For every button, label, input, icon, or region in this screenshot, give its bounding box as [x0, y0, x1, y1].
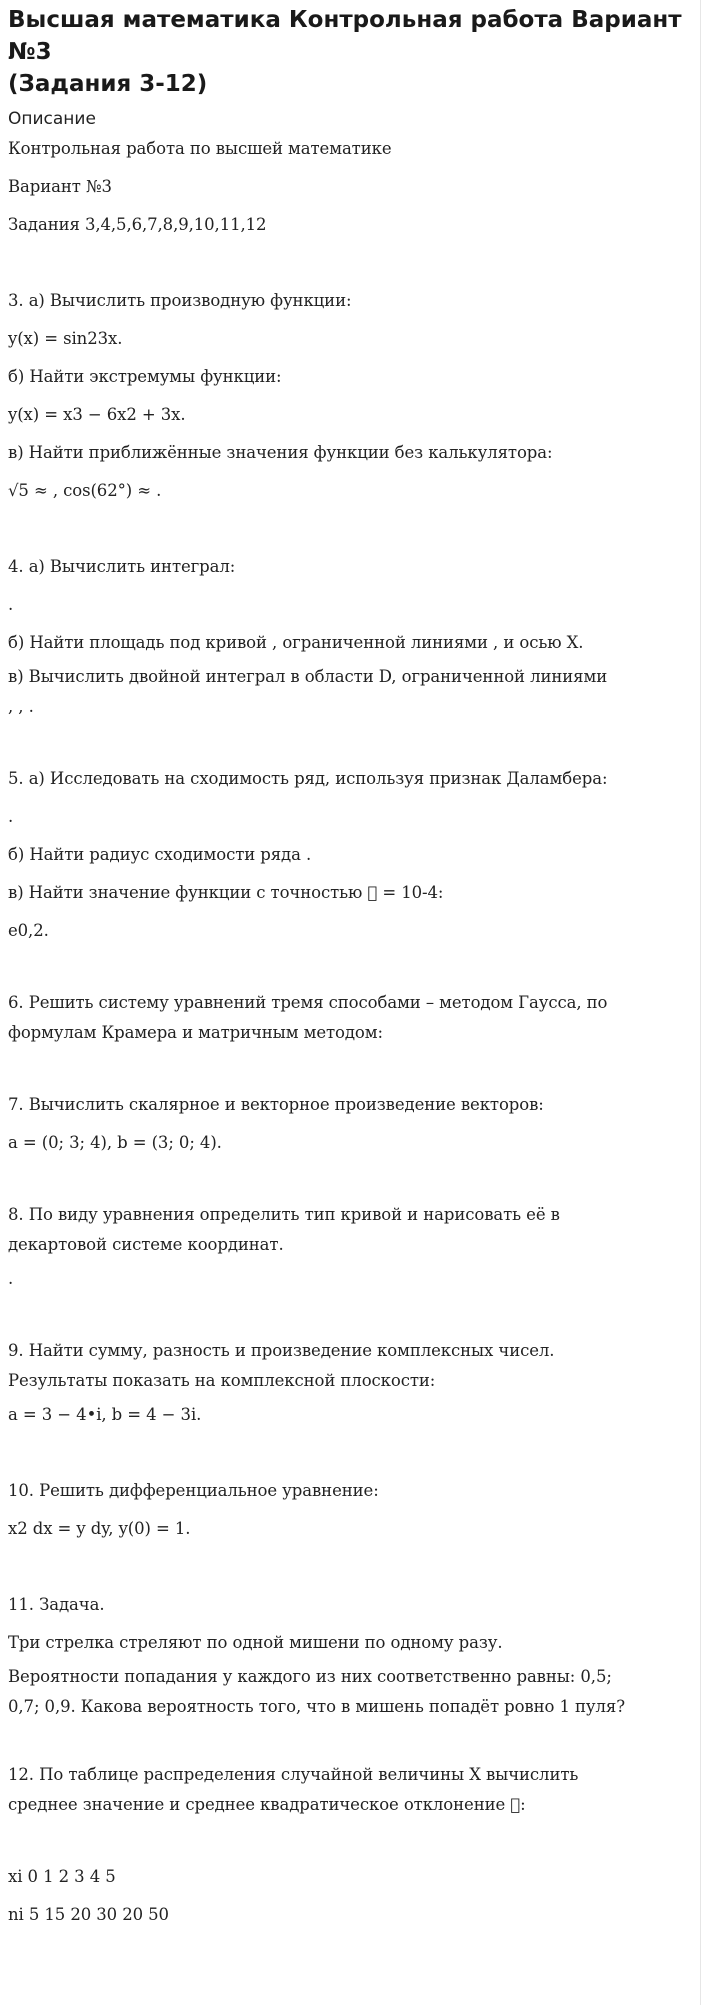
text-line: в) Найти значение функции с точностью   = 10-4: — [8, 883, 444, 902]
text-line: 10. Решить дифференциальное уравнение: — [8, 1481, 379, 1500]
page-title — [8, 0, 692, 100]
text-line: , , . — [8, 697, 34, 716]
text-line: . — [8, 595, 14, 614]
blank-line — [8, 244, 692, 282]
text-line: среднее значение и среднее квадратическое отклонение  : — [8, 1795, 526, 1814]
text-line: в) Вычислить двойной интеграл в области D, ограниченной линиями — [8, 667, 608, 686]
blank-line — [8, 1162, 692, 1200]
text-line: Задания 3,4,5,6,7,8,9,10,11,12 — [8, 215, 267, 234]
description-body — [8, 130, 692, 1934]
text-line: a = 3 − 4•i, b = 4 − 3i. — [8, 1405, 202, 1424]
text-line: б) Найти экстремумы функции: — [8, 367, 282, 386]
text-line: Три стрелка стреляют по одной мишени по одному разу. — [8, 1633, 503, 1652]
text-line: . — [8, 1269, 14, 1288]
text-line: Вероятности попадания у каждого из них соответственно равны: 0,5; — [8, 1667, 612, 1686]
text-line: 5. а) Исследовать на сходимость ряд, используя признак Даламбера: — [8, 769, 608, 788]
blank-line — [8, 1434, 692, 1472]
blank-line — [8, 1722, 692, 1760]
text-line: 3. а) Вычислить производную функции: — [8, 291, 352, 310]
text-line: Результаты показать на комплексной плоскости: — [8, 1371, 436, 1390]
text-line: 11. Задача. — [8, 1595, 105, 1614]
page-title-line-2: (Задания 3-12) — [8, 71, 208, 97]
text-line: 6. Решить систему уравнений тремя способами – методом Гаусса, по — [8, 993, 608, 1012]
text-line: Контрольная работа по высшей математике — [8, 139, 392, 158]
text-line: б) Найти площадь под кривой , ограниченной линиями , и осью X. — [8, 633, 584, 652]
blank-line — [8, 950, 692, 988]
blank-line — [8, 1548, 692, 1586]
text-line: в) Найти приближённые значения функции без калькулятора: — [8, 443, 553, 462]
blank-line — [8, 722, 692, 760]
text-line: y(x) = x3 − 6x2 + 3x. — [8, 405, 186, 424]
text-line: 9. Найти сумму, разность и произведение комплексных чисел. — [8, 1341, 555, 1360]
text-line: 8. По виду уравнения определить тип кривой и нарисовать её в — [8, 1205, 560, 1224]
text-line: xi 0 1 2 3 4 5 — [8, 1867, 116, 1886]
text-line: декартовой системе координат. — [8, 1235, 284, 1254]
text-line: формулам Крамера и матричным методом: — [8, 1023, 383, 1042]
text-line: ni 5 15 20 30 20 50 — [8, 1905, 169, 1924]
text-line: a = (0; 3; 4), b = (3; 0; 4). — [8, 1133, 222, 1152]
text-line: . — [8, 807, 14, 826]
text-line: 12. По таблице распределения случайной величины X вычислить — [8, 1765, 579, 1784]
text-line: x2 dx = y dy, y(0) = 1. — [8, 1519, 191, 1538]
text-line: 4. а) Вычислить интеграл: — [8, 557, 236, 576]
text-line: 0,7; 0,9. Какова вероятность того, что в мишень попадёт ровно 1 пуля? — [8, 1697, 625, 1716]
blank-line — [8, 1048, 692, 1086]
blank-line — [8, 1298, 692, 1336]
text-line: б) Найти радиус сходимости ряда . — [8, 845, 312, 864]
text-line: √5 ≈ , cos(62°) ≈ . — [8, 481, 162, 500]
blank-line — [8, 510, 692, 548]
page-title-line-1: Высшая математика Контрольная работа Вариант №3 — [8, 7, 682, 65]
description-label: Описание — [8, 109, 96, 129]
text-line: y(x) = sin23x. — [8, 329, 123, 348]
blank-line — [8, 1820, 692, 1858]
text-line: Вариант №3 — [8, 177, 112, 196]
text-line: e0,2. — [8, 921, 49, 940]
text-line: 7. Вычислить скалярное и векторное произведение векторов: — [8, 1095, 544, 1114]
